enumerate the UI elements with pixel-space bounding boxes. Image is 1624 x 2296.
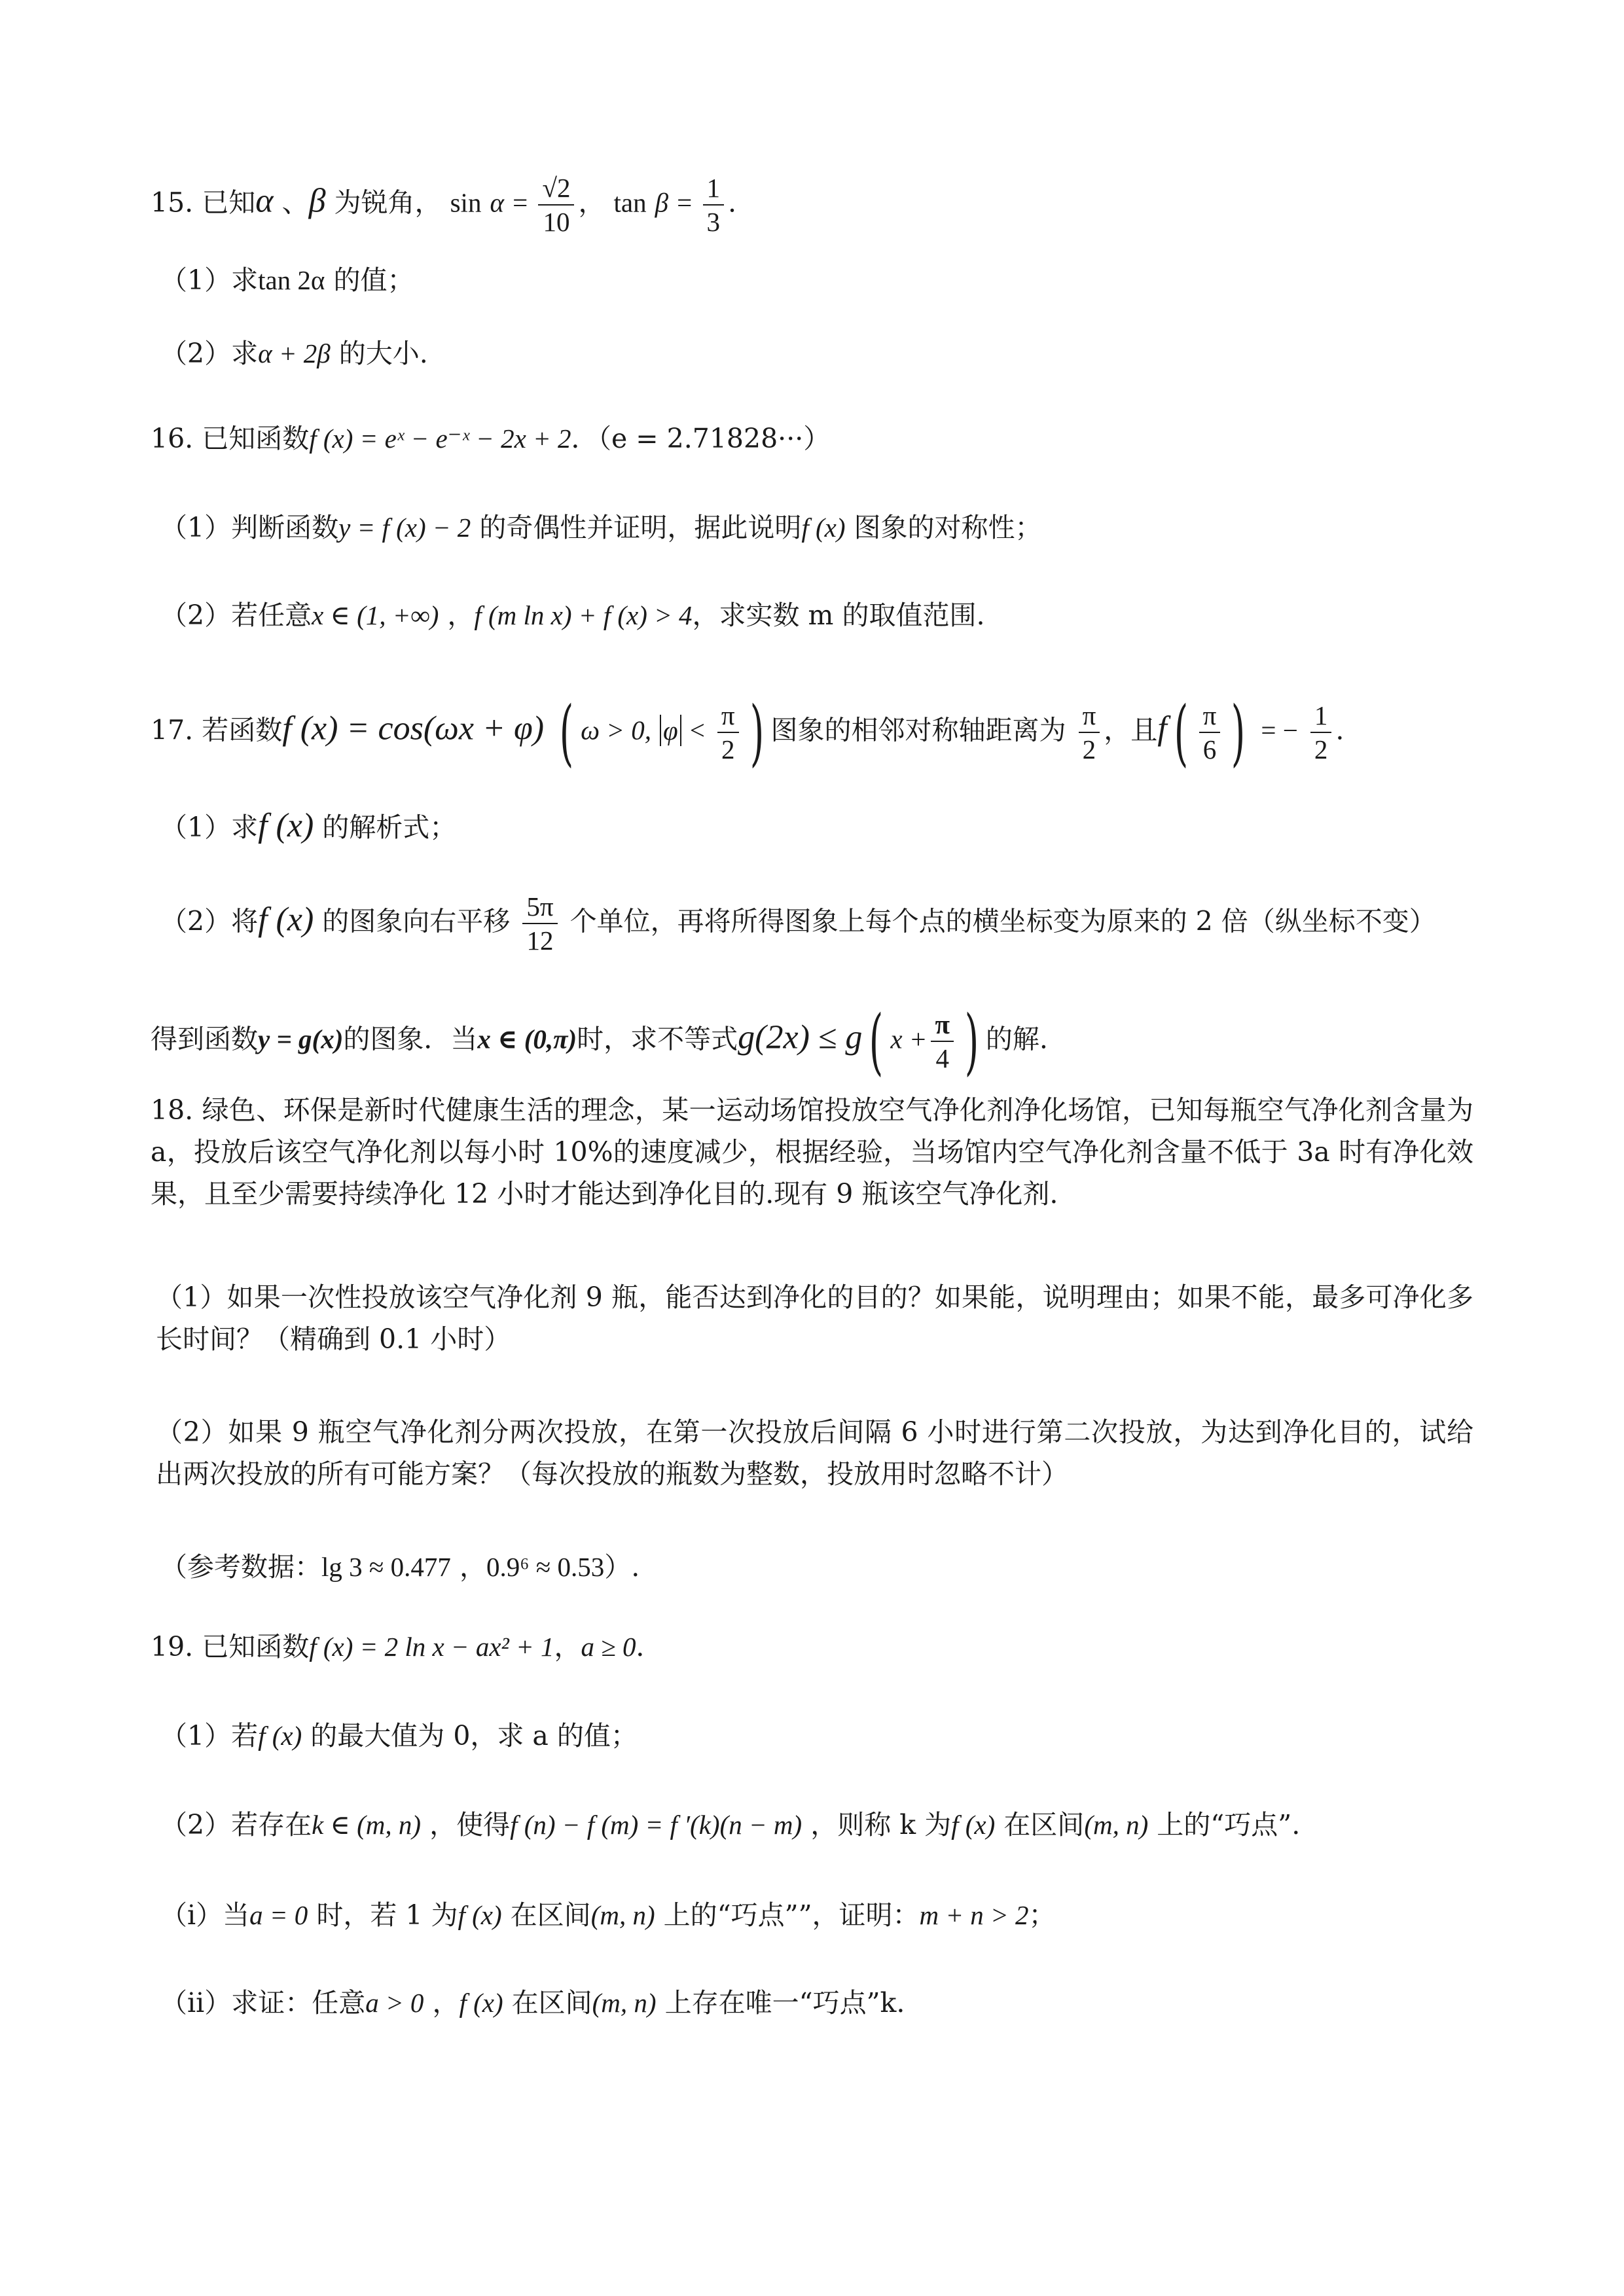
q15-sep: 、 <box>273 187 309 219</box>
q16-p1-suffix: 图象的对称性； <box>845 512 1042 543</box>
q19-p2-mid2: ，则称 k 为 <box>802 1809 952 1840</box>
q17-stem: 17. 若函数f (x) = cos(ωx + φ) ( ω > 0, φ < $\frac{\pi}{2}$ ) 图象的相邻对称轴距离为 $\frac{\pi}{2}$ ，且f( $\frac{\pi}{6}$ ) = − $\frac{1}{2}$ . <box>151 691 1344 774</box>
q16-part2 <box>160 596 1473 635</box>
q19-p2-mid3: 在区间 <box>995 1809 1085 1840</box>
q16-p1-expr2: f (x) <box>801 512 846 543</box>
q19-pii-expr3: (m, n) <box>592 1988 657 2018</box>
q15-beta: β <box>308 182 326 220</box>
q15-alpha: α <box>255 182 274 220</box>
q17-p2b-expr: y = g(x) <box>258 1024 344 1054</box>
q19-p1-expr: f (x) <box>258 1721 302 1751</box>
q15-stem: 15. 已知α 、β 为锐角， sin α = $\frac{√2}{10}$ ， tan β = $\frac{1}{3}$ . <box>151 173 737 237</box>
q17-stem-and: ，且 <box>1104 714 1158 746</box>
q15-stem-mid: 为锐角， <box>325 187 442 219</box>
q18-ref-a: lg 3 ≈ 0.477 <box>321 1552 451 1582</box>
q15-sin-num: √2 <box>538 171 574 206</box>
q16-note: ．（e = 2.71828···） <box>571 423 831 454</box>
q19-p2-expr: k ∈ (m, n) <box>312 1810 422 1840</box>
q19-pii-expr: a > 0 <box>365 1988 424 2018</box>
q17-p2b-den: 4 <box>935 1043 949 1073</box>
q17-cond-fraction <box>717 699 739 766</box>
q19-pi-expr3: (m, n) <box>590 1900 655 1930</box>
q15-p1-expr: tan 2α <box>258 265 325 295</box>
q15-sin-alpha: α <box>490 187 505 218</box>
q19-p1-prefix: （1）若 <box>160 1720 259 1751</box>
q19-p2-prefix: （2）若存在 <box>160 1809 312 1840</box>
q18-stem: 18. 绿色、环保是新时代健康生活的理念，某一运动场馆投放空气净化剂净化场馆，已知每瓶空气净化剂含量为 a，投放后该空气净化剂以每小时 10%的速度减少，根据经验，当场馆内空气净化剂含量不低于 3a 时有净化效果，且至少需要持续净化 12 小时才能达到净化目的.现有 9 瓶该空气净化剂. <box>151 1094 1473 1210</box>
q17-shift-num: 5π <box>522 890 557 924</box>
q17-p2b-suffix: 的解. <box>985 1023 1048 1055</box>
q17-f-label: f <box>1157 709 1167 747</box>
q17-p1-prefix: （1）求 <box>160 812 259 843</box>
q19-pii-prefix: （ii）求证：任意 <box>160 1987 366 2018</box>
q15-tan-fraction <box>703 171 725 238</box>
q18-ref-suffix: ）. <box>604 1551 640 1583</box>
q15-p2-prefix: （2）求 <box>160 338 259 369</box>
q19-pi-expr4: m + n > 2 <box>919 1900 1029 1930</box>
q17-arg-den: 6 <box>1202 734 1217 764</box>
q18-ref-prefix: （参考数据： <box>160 1551 321 1583</box>
q17-p2b-mid2: 时，求不等式 <box>577 1023 738 1055</box>
q17-prefix: 17. 若函数 <box>151 714 283 746</box>
q15-tan-beta: β <box>655 187 669 218</box>
q19-end: ． <box>636 1631 663 1662</box>
q16-prefix: 16. 已知函数 <box>151 423 310 454</box>
q15-sin-fraction <box>538 171 574 238</box>
q17-value-den: 2 <box>1314 734 1328 764</box>
q19-pi-expr2: f (x) <box>458 1900 502 1930</box>
q17-value-fraction <box>1310 699 1332 766</box>
q16-p1-mid: 的奇偶性并证明，据此说明 <box>471 512 802 543</box>
q19-sep: ， <box>554 1631 581 1662</box>
q19-pi-expr: a = 0 <box>249 1900 308 1930</box>
q17-p2b-x: x + <box>890 1024 928 1054</box>
q17-part1 <box>160 806 1473 847</box>
q19-pi-prefix: （i）当 <box>160 1899 250 1931</box>
q17-p1-suffix: 的解析式； <box>314 812 457 843</box>
q17-p2b-mid: 的图象．当 <box>343 1023 478 1055</box>
q19-p2-suffix: 上的“巧点”. <box>1148 1809 1301 1840</box>
q19-p1-suffix: 的最大值为 0，求 a 的值； <box>302 1720 638 1751</box>
q15-p1-prefix: （1）求 <box>160 264 259 296</box>
q17-value-num: 1 <box>1310 699 1332 733</box>
q15-prefix: 15. 已知 <box>151 187 256 219</box>
q18-reference <box>160 1547 1473 1587</box>
q15-tan-label: tan <box>613 187 647 218</box>
q17-cond-lt: < <box>689 715 705 745</box>
q19-pii-mid: ， <box>424 1987 460 2018</box>
q19-p2-expr3: f (x) <box>951 1810 996 1840</box>
q16-p2-expr: x ∈ (1, +∞) <box>312 600 439 630</box>
q19-part1 <box>160 1716 1473 1755</box>
q17-p2b-prefix: 得到函数 <box>151 1023 258 1055</box>
q19-pii-expr2: f (x) <box>459 1988 503 2018</box>
q17-stem-mid: 图象的相邻对称轴距离为 <box>770 714 1066 746</box>
q17-p2-prefix: （2）将 <box>160 905 259 937</box>
q15-sin-label: sin <box>450 187 482 218</box>
q19-pii-mid2: 在区间 <box>503 1987 592 2018</box>
q16-stem <box>151 419 1473 458</box>
q17-part2 <box>160 890 1473 957</box>
q17-p2b-fraction <box>931 1008 953 1075</box>
q19-pii-suffix: 上存在唯一“巧点”k. <box>656 1987 905 2018</box>
q17-part2-cont: 得到函数y = g(x)的图象．当x ∈ (0,π)时，求不等式g(2x) ≤ g( x + $\frac{\pi}{4}$ ) 的解. <box>151 999 1048 1083</box>
q17-cond-den: 2 <box>721 734 735 764</box>
q19-pi-suffix: ； <box>1028 1899 1056 1931</box>
q18-part2: （2）如果 9 瓶空气净化剂分两次投放，在第一次投放后间隔 6 小时进行第二次投放，为达到净化目的，试给出两次投放的所有可能方案？（每次投放的瓶数为整数，投放用时忽略不计） <box>156 1416 1473 1490</box>
q17-p1-expr: f (x) <box>258 807 314 844</box>
q19-p2-mid: ，使得 <box>421 1809 511 1840</box>
q17-p2-expr: f (x) <box>258 901 314 939</box>
q15-part2 <box>160 334 1473 373</box>
q19-expr: f (x) = 2 ln x − ax² + 1 <box>309 1632 554 1662</box>
q17-period: . <box>1335 714 1344 746</box>
q19-p2-expr2: f (n) − f (m) = f ′(k)(n − m) <box>510 1810 803 1840</box>
q17-cond-omega: ω > 0, <box>581 715 651 745</box>
q19-prefix: 19. 已知函数 <box>151 1631 310 1662</box>
q17-p2b-expr3: g(2x) ≤ g <box>738 1018 863 1056</box>
q15-p2-suffix: 的大小. <box>330 338 428 369</box>
q16-p2-suffix: ，求实数 m 的取值范围. <box>692 600 985 631</box>
q18-part1: （1）如果一次性投放该空气净化剂 9 瓶，能否达到净化的目的？如果能，说明理由；如果不能，最多可净化多长时间？（精确到 0.1 小时） <box>156 1282 1473 1355</box>
q19-p2-expr4: (m, n) <box>1084 1810 1149 1840</box>
q17-arg-num: π <box>1199 699 1221 733</box>
q17-eq-sign: = − <box>1261 715 1298 745</box>
q15-p1-suffix: 的值； <box>325 264 414 296</box>
q18-ref-b: 0.9⁶ ≈ 0.53 <box>486 1552 605 1582</box>
q16-p1-expr: y = f (x) − 2 <box>338 512 471 543</box>
q17-dist-fraction <box>1079 699 1100 766</box>
q17-shift-fraction <box>522 890 557 957</box>
q19-part2 <box>160 1805 1473 1844</box>
q17-cond-num: π <box>717 699 739 733</box>
q17-cond-phi: φ <box>660 715 681 746</box>
q15-tan-num: 1 <box>703 171 725 206</box>
q15-part1 <box>160 260 1473 300</box>
q19-cond: a ≥ 0 <box>581 1632 636 1662</box>
q19-stem <box>151 1627 1473 1666</box>
q15-tan-den: 3 <box>706 207 720 237</box>
q16-p2-prefix: （2）若任意 <box>160 600 312 631</box>
q17-shift-den: 12 <box>526 925 554 956</box>
q17-arg-fraction <box>1199 699 1221 766</box>
q17-p2-suffix: 个单位，再将所得图象上每个点的横坐标变为原来的 2 倍（纵坐标不变） <box>561 905 1436 937</box>
q17-dist-num: π <box>1079 699 1100 733</box>
q16-part1 <box>160 508 1473 547</box>
q15-p2-expr: α + 2β <box>258 338 331 368</box>
q19-pi-mid2: 在区间 <box>501 1899 591 1931</box>
q16-p2-mid: ， <box>439 600 475 631</box>
q15-sin-den: 10 <box>543 207 570 237</box>
q17-p2-mid: 的图象向右平移 <box>314 905 511 937</box>
q19-part2-i <box>160 1895 1473 1935</box>
q18-ref-sep: ， <box>450 1551 486 1583</box>
q19-part2-ii <box>160 1983 1473 2022</box>
q16-p1-prefix: （1）判断函数 <box>160 512 339 543</box>
q17-p2b-expr2: x ∈ (0,π) <box>477 1024 577 1054</box>
q19-pi-mid: 时，若 1 为 <box>308 1899 458 1931</box>
q16-p2-expr2: f (m ln x) + f (x) > 4 <box>474 600 693 630</box>
q17-dist-den: 2 <box>1082 734 1096 764</box>
q17-expr: f (x) = cos(ωx + φ) <box>282 709 545 747</box>
q17-p2b-num: π <box>931 1008 953 1042</box>
q16-expr: f (x) = eˣ − e⁻ˣ − 2x + 2 <box>309 423 571 454</box>
q19-pi-mid3: 上的“巧点””，证明： <box>655 1899 920 1931</box>
